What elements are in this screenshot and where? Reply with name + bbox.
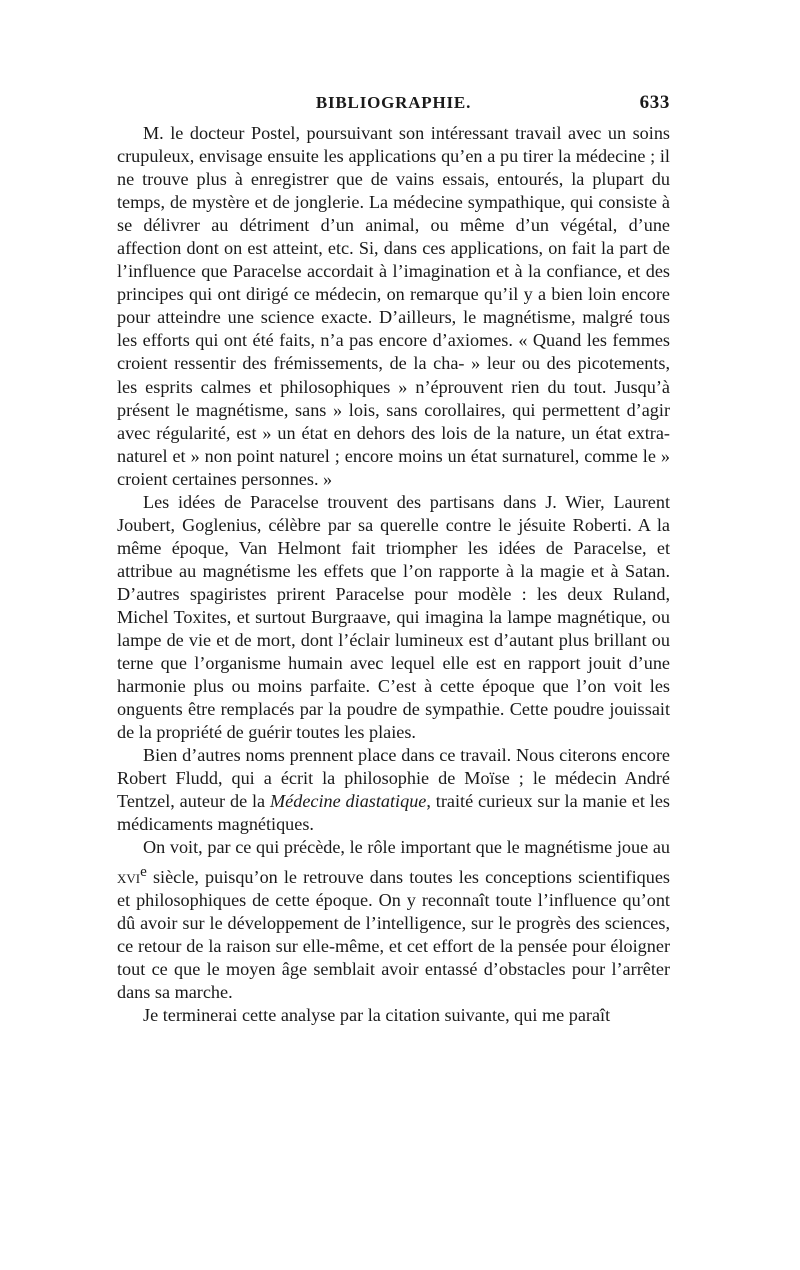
paragraph-postel-text: M. le docteur Postel, poursuivant son intéressant travail avec un soins crupuleux, envisage ensuite les applications qu’en a pu tirer la médecine ; il ne trouve plus à enregistrer que de vains essais, entourés, la plupart du temps, de mystère et de jonglerie. La médecine sympathique, qui consiste à se délivrer au détriment d’un animal, ou même d’un végétal, d’une affection dont on est atteint, etc. Si, dans ces applications, on fait la part de l’influence que Paracelse accordait à l’imagination et à la confiance, et des principes qui ont dirigé ce médecin, on remarque qu’il y a bien loin encore pour atteindre une science exacte. D’ailleurs, le magnétisme, malgré tous les efforts qui ont été faits, n’a pas encore d’axiomes. — [117, 123, 670, 351]
quote-text: « Quand les femmes croient ressentir des frémissements, de la cha- » leur ou des picotements, les esprits calmes et philosophiques » n’éprouvent rien du tout. Jusqu’à présent le magnétisme, sans » lois, sans corollaires, qui permettent d’agir avec régularité, est » un état en dehors des lois de la nature, un état extra-naturel et » non point naturel ; encore moins un état surnaturel, comme le » croient certaines personnes. » — [117, 330, 671, 489]
paragraph-fludd-text-b: , traité curieux sur la manie et les médicaments magnétiques. — [117, 791, 670, 835]
book-title-italic: Médecine diastatique — [270, 791, 427, 812]
paragraph-fludd-text-a: Bien d’autres noms prennent place dans ce travail. Nous citerons encore Robert Fludd, qui a écrit la philosophie de Moïse ; le médecin André Tentzel, auteur de la — [117, 745, 670, 812]
paragraph-conclusion-text-a: On voit, par ce qui précède, le rôle important que le magnétisme joue au — [143, 837, 670, 858]
century-numeral: xvi — [117, 866, 141, 887]
running-title: BIBLIOGRAPHIE. — [315, 93, 472, 112]
paragraph-final: Je terminerai cette analyse par la citation suivante, qui me paraît — [143, 1004, 611, 1025]
paragraph-fludd — [117, 744, 670, 836]
paragraph-paracelse: Les idées de Paracelse trouvent des partisans dans J. Wier, Laurent Joubert, Goglenius, célèbre par sa querelle contre le jésuite Roberti. A la même époque, Van Helmont fait triompher les idées de Paracelse, et attribue au magnétisme les effets que l’on rapporte à la magie et à Satan. D’autres spagiristes prirent Paracelse pour modèle : les deux Ruland, Michel Toxites, et surtout Burgraave, qui imagina la lampe magnétique, ou lampe de vie et de mort, dont l’éclair lumineux est d’autant plus brillant ou terne que l’organisme humain avec lequel elle est en rapport jouit d’une harmonie plus ou moins parfaite. C’est à cette époque que l’on voit les onguents être remplacés par la poudre de sympathie. Cette poudre jouissait de la propriété de guérir toutes les plaies. — [117, 491, 670, 743]
running-header — [117, 92, 670, 122]
book-page — [117, 92, 670, 1027]
century-superscript: e — [140, 862, 147, 880]
paragraph-postel — [117, 122, 670, 491]
paragraph-conclusion — [117, 836, 670, 1003]
paragraph-conclusion-text-b: siècle, puisqu’on le retrouve dans toutes les conceptions scientifiques et philosophiques de cette époque. On y reconnaît toute l’influence qu’ont dû avoir sur le développement de l’intelligence, sur le progrès des sciences, ce retour de la raison sur elle-même, et cet effort de la pensée pour éloigner tout ce que le moyen âge semblait avoir entassé d’obstacles pour l’arrêter dans sa marche. — [117, 866, 670, 1002]
body-text — [117, 122, 670, 1027]
page-number: 633 — [639, 92, 670, 113]
